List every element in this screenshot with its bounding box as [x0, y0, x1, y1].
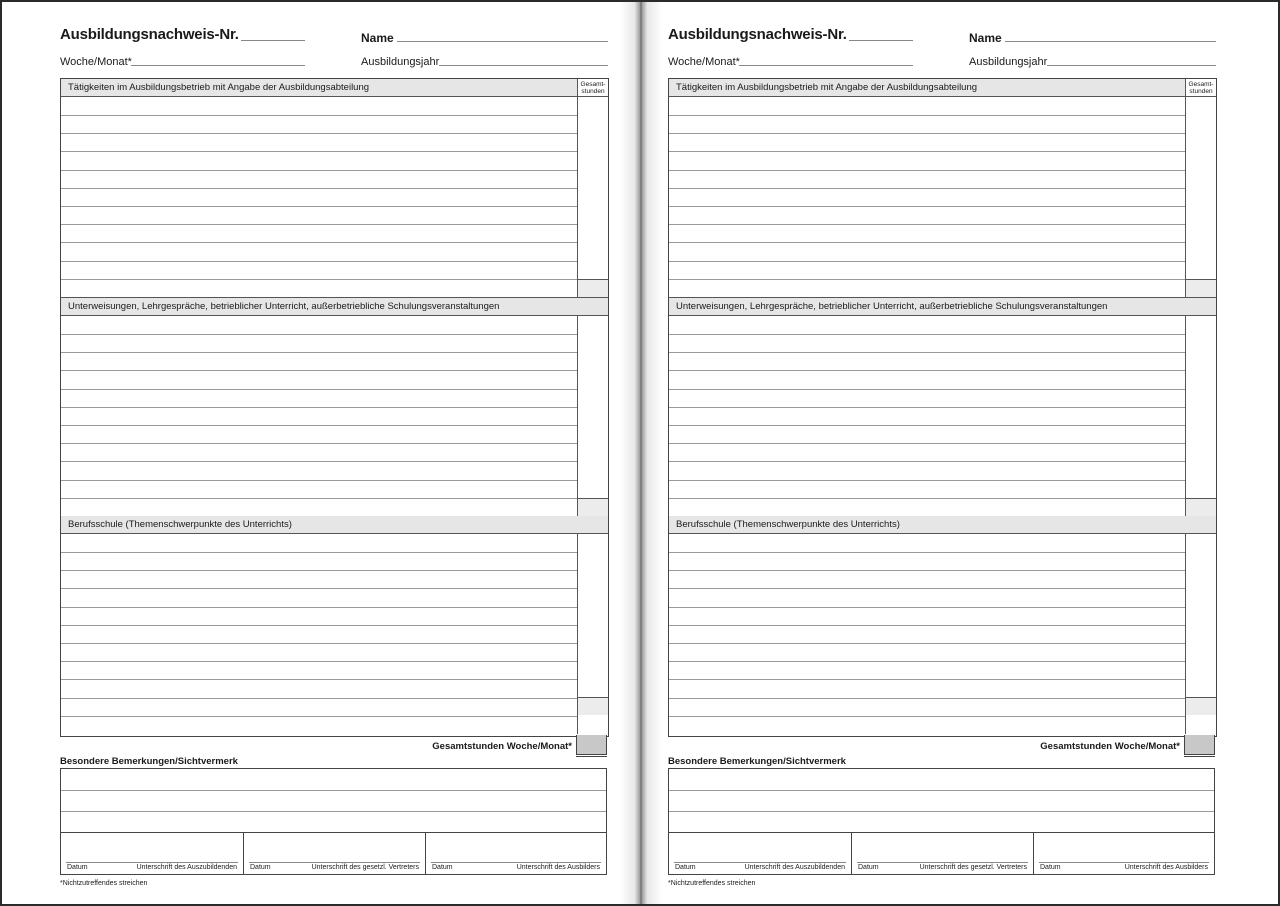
entry-row[interactable] [669, 699, 1185, 717]
entry-row[interactable] [669, 590, 1185, 608]
entry-row[interactable] [669, 225, 1185, 243]
signature-date-label: Datum [67, 864, 88, 871]
total-hours-field[interactable] [1184, 735, 1215, 755]
form-page-left [60, 0, 620, 902]
signature-role-label: Unterschrift des gesetzl. Vertreters [311, 864, 419, 871]
entry-row[interactable] [61, 207, 577, 225]
form-title: Ausbildungsnachweis-Nr. [60, 26, 239, 43]
entry-row[interactable] [61, 171, 577, 189]
section-hours-field[interactable] [577, 279, 608, 297]
hours-column-header: Gesamt-stunden [1185, 79, 1216, 97]
signature-date-label: Datum [250, 864, 271, 871]
remarks-line [669, 811, 1214, 812]
entry-row[interactable] [61, 317, 577, 335]
signature-role-label: Unterschrift des Auszubildenden [136, 864, 237, 871]
entry-row[interactable] [61, 571, 577, 589]
signature-line [249, 862, 420, 863]
remarks-box[interactable] [668, 768, 1215, 875]
entry-row[interactable] [61, 390, 577, 408]
hours-column-header: Gesamt-stunden [577, 79, 608, 97]
entry-row[interactable] [669, 207, 1185, 225]
entry-row[interactable] [61, 153, 577, 171]
entry-row[interactable] [61, 608, 577, 626]
entry-row[interactable] [669, 644, 1185, 662]
entry-row[interactable] [669, 662, 1185, 680]
form-title: Ausbildungsnachweis-Nr. [668, 26, 847, 43]
hours-column [577, 316, 608, 516]
activity-table [668, 78, 1217, 737]
entry-row[interactable] [669, 372, 1185, 390]
signature-date-label: Datum [858, 864, 879, 871]
remarks-box[interactable] [60, 768, 607, 875]
entry-row[interactable] [669, 390, 1185, 408]
entry-row[interactable] [61, 444, 577, 462]
signature-field[interactable] [61, 833, 243, 875]
activity-table [60, 78, 609, 737]
name-field[interactable] [1005, 41, 1216, 42]
entry-row[interactable] [61, 681, 577, 699]
remarks-line [61, 811, 606, 812]
entry-row[interactable] [61, 535, 577, 553]
signature-date-label: Datum [432, 864, 453, 871]
entry-row[interactable] [669, 408, 1185, 426]
section-2 [669, 298, 1216, 517]
entry-row[interactable] [669, 571, 1185, 589]
record-number-field[interactable] [241, 40, 305, 41]
entry-row[interactable] [669, 626, 1185, 644]
signature-line [1039, 862, 1209, 863]
section-hours-field[interactable] [577, 697, 608, 715]
signature-role-label: Unterschrift des Ausbilders [516, 864, 600, 871]
entry-row[interactable] [61, 372, 577, 390]
entry-row[interactable] [669, 444, 1185, 462]
signature-field[interactable] [669, 833, 851, 875]
entry-row[interactable] [669, 553, 1185, 571]
entry-row[interactable] [669, 353, 1185, 371]
entry-row[interactable] [61, 699, 577, 717]
entry-row[interactable] [669, 244, 1185, 262]
signature-date-label: Datum [675, 864, 696, 871]
entry-row[interactable] [61, 463, 577, 481]
entry-row[interactable] [669, 681, 1185, 699]
book-gutter [620, 2, 662, 904]
section-heading: Tätigkeiten im Ausbildungsbetrieb mit Angabe der Ausbildungsabteilung [669, 79, 1185, 97]
footnote: *Nichtzutreffendes streichen [60, 880, 148, 887]
remarks-label: Besondere Bemerkungen/Sichtvermerk [668, 756, 846, 767]
signature-row [61, 832, 606, 875]
hours-column [577, 97, 608, 297]
section-3 [61, 516, 608, 735]
entry-row[interactable] [669, 262, 1185, 280]
signature-field[interactable] [851, 833, 1033, 875]
entry-row[interactable] [61, 244, 577, 262]
signature-role-label: Unterschrift des Ausbilders [1124, 864, 1208, 871]
training-year-label: Ausbildungsjahr [969, 56, 1048, 68]
name-label: Name [969, 31, 1002, 45]
signature-line [66, 862, 238, 863]
entry-row[interactable] [61, 134, 577, 152]
entry-row[interactable] [669, 608, 1185, 626]
signature-line [431, 862, 601, 863]
section-3 [669, 516, 1216, 735]
signature-date-label: Datum [1040, 864, 1061, 871]
signature-line [857, 862, 1028, 863]
entry-row[interactable] [669, 535, 1185, 553]
section-hours-field[interactable] [1185, 279, 1216, 297]
entry-row[interactable] [669, 153, 1185, 171]
record-number-field[interactable] [849, 40, 913, 41]
section-heading: Tätigkeiten im Ausbildungsbetrieb mit Angabe der Ausbildungsabteilung [61, 79, 577, 97]
entry-row[interactable] [669, 189, 1185, 207]
name-field[interactable] [397, 41, 608, 42]
entry-row[interactable] [669, 116, 1185, 134]
entry-row[interactable] [669, 481, 1185, 499]
total-hours-label: Gesamtstunden Woche/Monat* [432, 741, 572, 752]
entry-row[interactable] [669, 134, 1185, 152]
remarks-line [61, 790, 606, 791]
entry-row[interactable] [61, 426, 577, 444]
entry-row[interactable] [61, 662, 577, 680]
entry-row[interactable] [61, 262, 577, 280]
week-month-label: Woche/Monat* [668, 56, 740, 68]
week-month-field[interactable] [739, 65, 913, 66]
total-hours-label: Gesamtstunden Woche/Monat* [1040, 741, 1180, 752]
entry-row[interactable] [669, 317, 1185, 335]
section-hours-field[interactable] [1185, 697, 1216, 715]
entry-row[interactable] [61, 116, 577, 134]
section-2 [61, 298, 608, 517]
section-heading: Unterweisungen, Lehrgespräche, betrieblicher Unterricht, außerbetriebliche Schulungsveranstaltungen [61, 298, 608, 316]
entry-row[interactable] [669, 426, 1185, 444]
entry-row[interactable] [669, 98, 1185, 116]
remarks-line [669, 790, 1214, 791]
signature-field[interactable] [1033, 833, 1214, 875]
section-hours-field[interactable] [577, 498, 608, 516]
entry-row[interactable] [61, 189, 577, 207]
section-hours-field[interactable] [1185, 498, 1216, 516]
hours-column [1185, 316, 1216, 516]
section-heading: Berufsschule (Themenschwerpunkte des Unterrichts) [669, 516, 1216, 534]
training-year-field[interactable] [1047, 65, 1216, 66]
total-hours-field[interactable] [576, 735, 607, 755]
entry-row[interactable] [61, 98, 577, 116]
entry-row[interactable] [61, 626, 577, 644]
section-1 [669, 79, 1216, 298]
name-label: Name [361, 31, 394, 45]
signature-role-label: Unterschrift des gesetzl. Vertreters [919, 864, 1027, 871]
entry-row[interactable] [61, 353, 577, 371]
footnote: *Nichtzutreffendes streichen [668, 880, 756, 887]
hours-column [1185, 97, 1216, 297]
entry-row[interactable] [61, 644, 577, 662]
entry-row[interactable] [61, 481, 577, 499]
signature-role-label: Unterschrift des Auszubildenden [744, 864, 845, 871]
form-page-right [668, 0, 1228, 902]
entry-row[interactable] [61, 553, 577, 571]
entry-row[interactable] [669, 171, 1185, 189]
signature-line [674, 862, 846, 863]
week-month-label: Woche/Monat* [60, 56, 132, 68]
entry-row[interactable] [669, 463, 1185, 481]
section-1 [61, 79, 608, 298]
entry-row[interactable] [61, 335, 577, 353]
section-heading: Berufsschule (Themenschwerpunkte des Unterrichts) [61, 516, 608, 534]
entry-row[interactable] [61, 408, 577, 426]
entry-row[interactable] [61, 590, 577, 608]
signature-field[interactable] [425, 833, 606, 875]
section-heading: Unterweisungen, Lehrgespräche, betrieblicher Unterricht, außerbetriebliche Schulungsveranstaltungen [669, 298, 1216, 316]
entry-row[interactable] [61, 225, 577, 243]
training-year-field[interactable] [439, 65, 608, 66]
week-month-field[interactable] [131, 65, 305, 66]
remarks-label: Besondere Bemerkungen/Sichtvermerk [60, 756, 238, 767]
signature-field[interactable] [243, 833, 425, 875]
training-year-label: Ausbildungsjahr [361, 56, 440, 68]
signature-row [669, 832, 1214, 875]
entry-row[interactable] [669, 335, 1185, 353]
